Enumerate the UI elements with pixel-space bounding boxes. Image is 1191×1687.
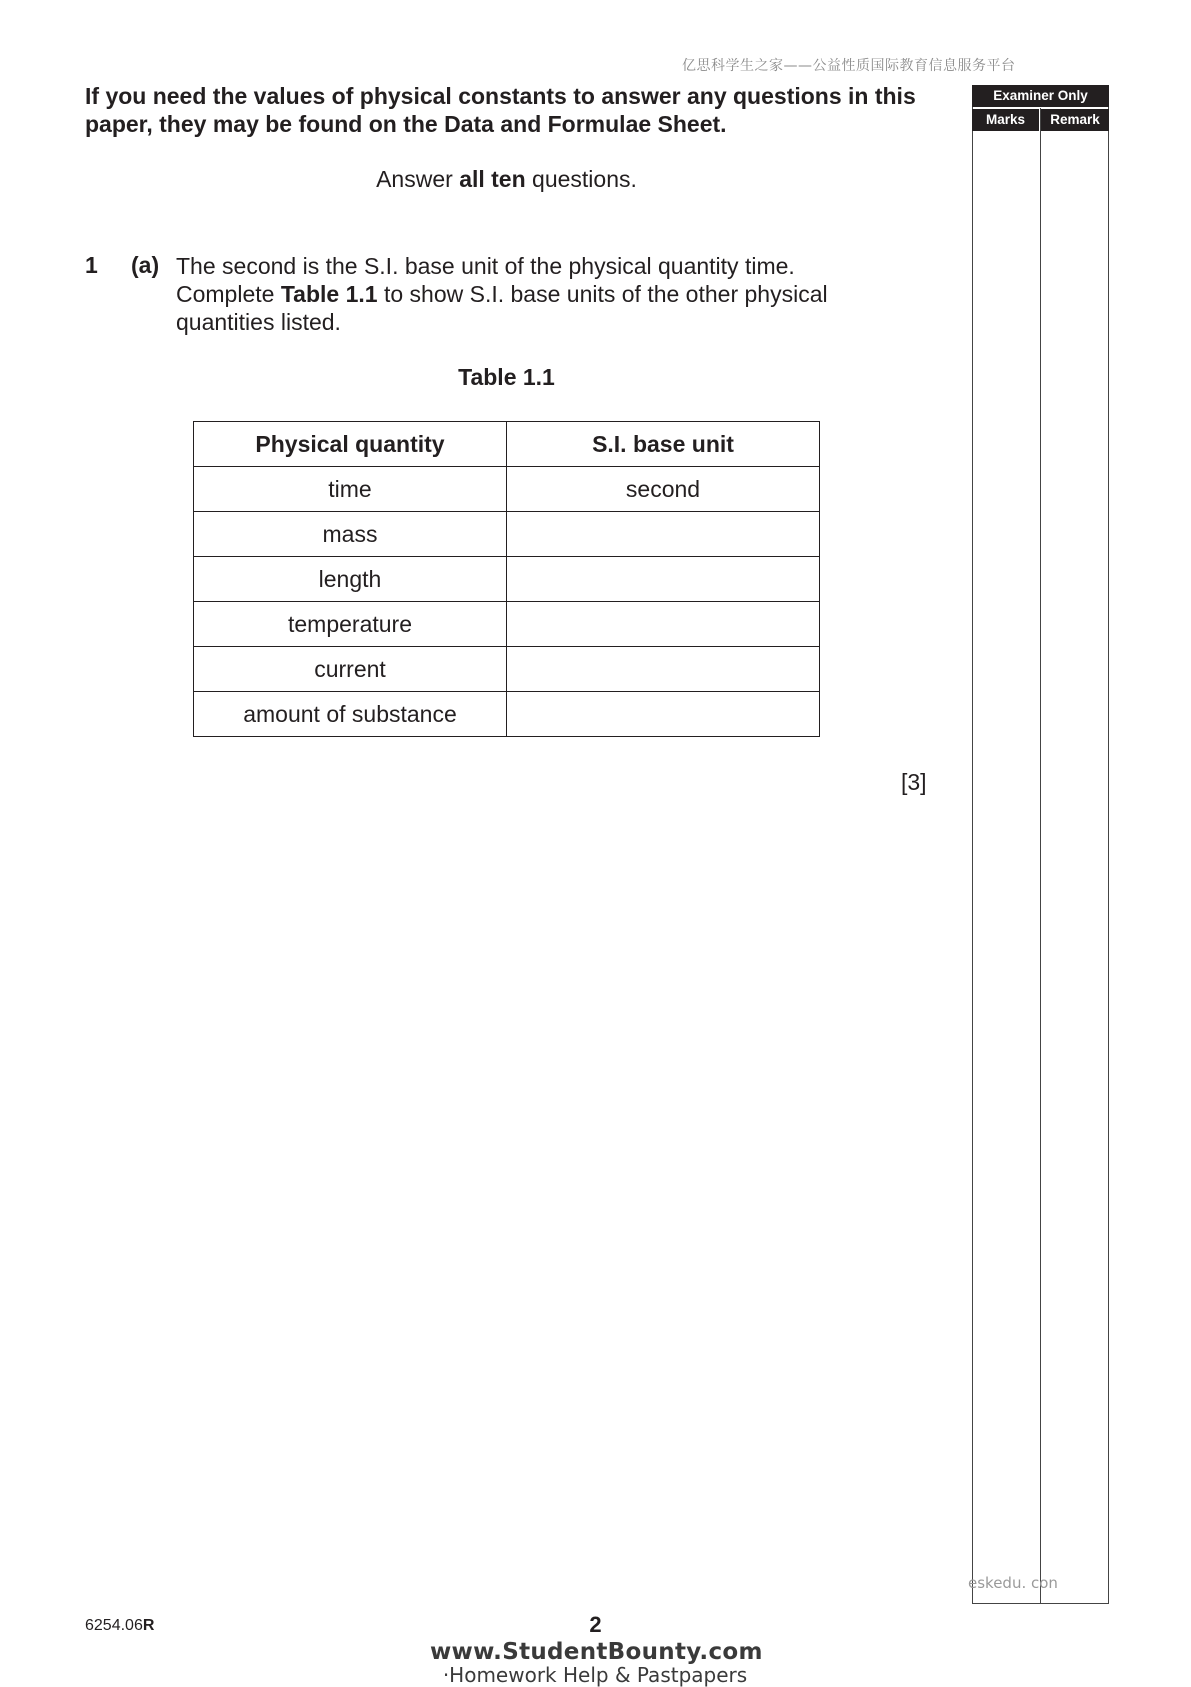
unit-answer-cell[interactable] [507,557,820,602]
question-number: 1 [85,252,98,278]
table-caption: Table 1.1 [458,364,555,390]
unit-answer-cell[interactable] [507,692,820,737]
page-number: 2 [589,1612,602,1637]
examiner-remark-header: Remark [1041,109,1109,131]
quantity-cell: amount of substance [194,692,507,737]
question-part: (a) [131,252,160,278]
logo-line-1: www.StudentBounty.com [430,1639,763,1665]
examiner-only-header: Examiner Only [972,85,1109,107]
unit-answer-cell[interactable] [507,602,820,647]
logo-line-2: ·Homework Help & Pastpapers [442,1663,748,1687]
quantity-cell: current [194,647,507,692]
answer-post: questions. [525,166,637,192]
quantity-cell: mass [194,512,507,557]
studentbounty-logo [430,1639,763,1687]
table-row [194,557,820,602]
quantity-cell: temperature [194,602,507,647]
unit-answer-cell[interactable] [507,512,820,557]
quantity-cell: time [194,467,507,512]
quantity-cell: length [194,557,507,602]
question-line-1: The second is the S.I. base unit of the physical quantity time. [176,253,795,279]
answer-instruction [0,166,1013,193]
table-row [194,647,820,692]
header-si-base-unit: S.I. base unit [507,422,820,467]
marks-allocation: [3] [901,769,927,795]
table-row [194,602,820,647]
header-physical-quantity: Physical quantity [194,422,507,467]
examiner-column-divider [1040,108,1041,1604]
instructions-text: If you need the values of physical constants to answer any questions in this paper, they may be found on the Data and Formulae Sheet. [85,83,916,137]
table-header-row [194,422,820,467]
question-line-3: quantities listed. [176,309,341,335]
question-text [176,252,896,336]
question-line-2: Complete Table 1.1 to show S.I. base units of the other physical [176,281,828,307]
answer-pre: Answer [376,166,460,192]
answer-bold: all ten [459,166,526,192]
paper-code: 6254.06R [85,1617,155,1634]
table-row [194,467,820,512]
watermark-header: 亿思科学生之家——公益性质国际教育信息服务平台 [682,58,1016,74]
si-units-table [193,421,820,737]
faint-watermark: eskedu. con [968,1574,1058,1592]
unit-cell: second [507,467,820,512]
table-row [194,692,820,737]
examiner-marks-header: Marks [972,109,1039,131]
table-row [194,512,820,557]
unit-answer-cell[interactable] [507,647,820,692]
